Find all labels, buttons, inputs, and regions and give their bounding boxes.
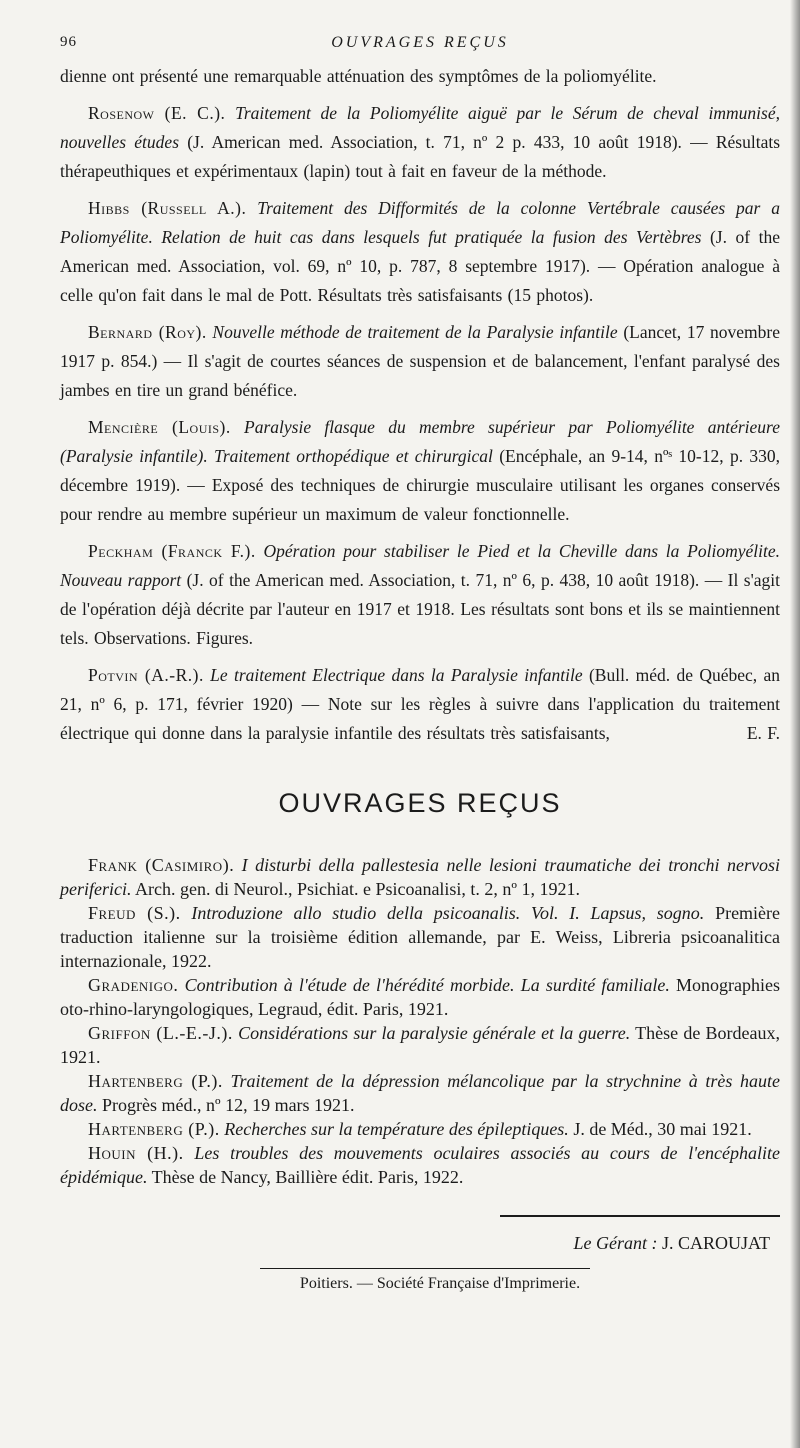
entry-text: Progrès méd., nº 12, 19 mars 1921. — [102, 1095, 355, 1115]
review-entry — [60, 413, 780, 529]
entry-author: Griffon (L.-E.-J.). — [88, 1023, 233, 1043]
review-title: Paralysie flasque du membre supérieur par Poliomyélite antérieure (Paralysie infantile). Traitement orthopédique et chirurgical — [60, 417, 780, 466]
review-entry — [60, 661, 780, 748]
review-author: Hibbs (Russell A.). — [88, 198, 247, 218]
review-title: Le traitement Electrique dans la Paralysie infantile — [210, 665, 583, 685]
review-text: dienne ont présenté une remarquable atténuation des symptômes de la poliomyélite. — [60, 66, 657, 86]
entry-title: I disturbi della pallestesia nelle lesioni traumatiche dei tronchi nervosi periferici. — [60, 855, 780, 899]
entry-text: Première traduction italienne sur la troisième édition allemande, par E. Weiss, Libreria psicoanalitica internazionale, 1922. — [60, 903, 781, 971]
received-list — [60, 853, 780, 1189]
review-title: Traitement des Difformités de la colonne Vertébrale causées par a Poliomyélite. Relation de huit cas dans lesquels fut pratiquée la fusion des Vertèbres — [60, 198, 780, 247]
review-text: (Bull. méd. de Québec, an 21, nº 6, p. 171, février 1920) — Note sur les règles à suivre dans l'application du traitement électrique qui donne dans la paralysie infantile des résultats très satisfaisants, — [60, 665, 781, 743]
received-entry — [60, 1021, 780, 1069]
entry-author: Hartenberg (P.). — [88, 1071, 223, 1091]
page-number: 96 — [60, 34, 77, 50]
entry-author: Hartenberg (P.). — [88, 1119, 220, 1139]
entry-title: Introduzione allo studio della psicoanalis. Vol. I. Lapsus, sogno. — [191, 903, 705, 923]
page-edge-shadow — [790, 0, 800, 1448]
review-text: (J. American med. Association, t. 71, nº 2 p. 433, 10 août 1918). — Résultats thérapeuthiques et expérimentaux (lapin) tout à fait en faveur de la méthode. — [60, 132, 781, 181]
reviewer-initials: E. F. — [746, 723, 780, 743]
manager-label: Le Gérant : — [573, 1233, 658, 1253]
entry-title: Traitement de la dépression mélancolique par la strychnine à très haute dose. — [60, 1071, 780, 1115]
entry-text: J. de Méd., 30 mai 1921. — [573, 1119, 752, 1139]
entry-title: Recherches sur la température des épileptiques. — [224, 1119, 569, 1139]
review-author: Mencière (Louis). — [88, 417, 231, 437]
review-author: Rosenow (E. C.). — [88, 103, 226, 123]
entry-text: Thèse de Nancy, Baillière édit. Paris, 1922. — [151, 1167, 464, 1187]
review-author: Bernard (Roy). — [88, 322, 207, 342]
review-entry — [60, 318, 780, 405]
review-entry — [60, 194, 780, 310]
received-entry — [60, 901, 780, 973]
entry-author: Frank (Casimiro). — [88, 855, 235, 875]
entry-title: Contribution à l'étude de l'hérédité morbide. La surdité familiale. — [184, 975, 670, 995]
received-entry — [60, 1117, 780, 1141]
review-title: Opération pour stabiliser le Pied et la Cheville dans la Poliomyélite. Nouveau rapport — [60, 541, 780, 590]
received-entry — [60, 1141, 780, 1189]
entry-title: Les troubles des mouvements oculaires associés au cours de l'encéphalite épidémique. — [60, 1143, 781, 1187]
entry-author: Gradenigo. — [88, 975, 179, 995]
review-author: Potvin (A.-R.). — [88, 665, 204, 685]
running-title: OUVRAGES REÇUS — [331, 34, 509, 51]
running-header — [60, 28, 780, 62]
received-entry — [60, 853, 780, 901]
review-text: (J. of the American med. Association, t. 71, nº 6, p. 438, 10 août 1918). — Il s'agit de l'opération déjà décrite par l'auteur en 1917 et 1918. Les résultats sont bons et ils se maintiennent tels. Observations. Figures. — [60, 570, 781, 648]
review-list — [60, 62, 780, 748]
entry-text: Thèse de Bordeaux, 1921. — [60, 1023, 780, 1067]
review-title: Nouvelle méthode de traitement de la Paralysie infantile — [212, 322, 618, 342]
entry-text: Arch. gen. di Neurol., Psichiat. e Psicoanalisi, t. 2, nº 1, 1921. — [135, 879, 581, 899]
manager-name: J. CAROUJAT — [661, 1233, 770, 1253]
section-heading: OUVRAGES REÇUS — [278, 788, 562, 818]
entry-title: Considérations sur la paralysie générale et la guerre. — [238, 1023, 631, 1043]
entry-author: Houin (H.). — [88, 1143, 184, 1163]
review-text: (Lancet, 17 novembre 1917 p. 854.) — Il s'agit de courtes séances de suspension et de balancement, l'enfant paralysé des jambes en tire un grand bénéfice. — [60, 322, 781, 400]
document-page — [60, 28, 780, 1293]
printer-divider — [260, 1268, 590, 1269]
review-continuation — [60, 62, 780, 91]
received-entry — [60, 973, 780, 1021]
review-text: (Encéphale, an 9-14, nºˢ 10-12, p. 330, décembre 1919). — Exposé des techniques de chirurgie musculaire utilisant les organes conservés pour rendre au membre supérieur un maximum de valeur fonctionnelle. — [60, 446, 781, 524]
review-entry — [60, 537, 780, 653]
printer-imprint: Poitiers. — Société Française d'Imprimerie. — [299, 1275, 581, 1292]
review-entry — [60, 99, 780, 186]
received-entry — [60, 1069, 780, 1117]
review-title: Traitement de la Poliomyélite aiguë par le Sérum de cheval immunisé, nouvelles études — [60, 103, 780, 152]
divider-rule — [500, 1215, 780, 1217]
entry-text: Monographies oto-rhino-laryngologiques, Legraud, édit. Paris, 1921. — [60, 975, 781, 1019]
review-text: (J. of the American med. Association, vol. 69, nº 10, p. 787, 8 septembre 1917). — Opération analogue à celle qu'on fait dans le mal de Pott. Résultats très satisfaisants (15 photos). — [60, 227, 780, 305]
entry-author: Freud (S.). — [88, 903, 181, 923]
review-author: Peckham (Franck F.). — [88, 541, 256, 561]
manager-signature — [60, 1233, 780, 1254]
